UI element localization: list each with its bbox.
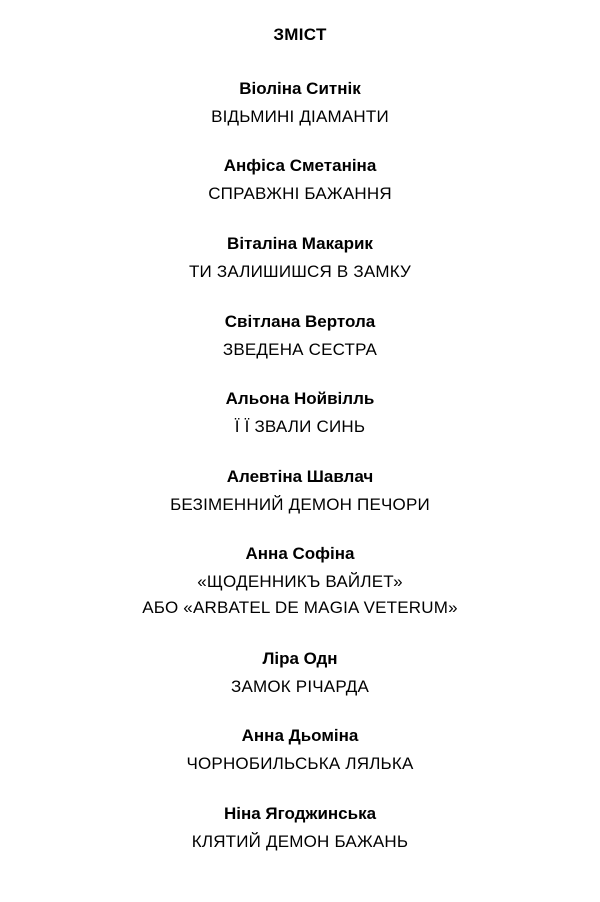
entry-title [0, 414, 600, 440]
entry-author: Альона Нойвілль [225, 389, 375, 408]
entry-title-line: АБО «ARBATEL DE MAGIA VETERUM» [142, 598, 458, 617]
entry-author: Віоліна Ситнік [239, 79, 361, 98]
entry-title-line: ЗАМОК РІЧАРДА [230, 677, 369, 696]
toc-title: ЗМІСТ [273, 25, 327, 44]
entry-title [0, 337, 600, 363]
toc-entry-4 [0, 311, 600, 363]
entry-title-line: ВІДЬМИНІ ДІАМАНТИ [211, 107, 389, 126]
entry-title-line: КЛЯТИЙ ДЕМОН БАЖАНЬ [191, 832, 409, 851]
toc-entry-1 [0, 78, 600, 130]
toc-entry-9 [0, 725, 600, 777]
entry-title [0, 181, 600, 207]
entry-title-line: «ЩОДЕННИКЪ ВАЙЛЕТ» [197, 572, 403, 591]
entry-title [0, 674, 600, 700]
entry-author: Анна Софіна [245, 544, 355, 563]
entry-title [0, 829, 600, 855]
toc-entry-10 [0, 803, 600, 855]
toc-entry-2 [0, 155, 600, 207]
entry-title-line: БЕЗІМЕННИЙ ДЕМОН ПЕЧОРИ [170, 495, 430, 514]
entry-author: Віталіна Макарик [227, 234, 373, 253]
toc-entry-6 [0, 466, 600, 518]
entry-title-line: ЧОРНОБИЛЬСЬКА ЛЯЛЬКА [186, 754, 414, 773]
entry-author: Алевтіна Шавлач [226, 467, 374, 486]
entry-title-line: Ї Ї ЗВАЛИ СИНЬ [234, 417, 366, 436]
entry-title [0, 751, 600, 777]
entry-title-line: СПРАВЖНІ БАЖАННЯ [208, 184, 392, 203]
entry-title [0, 492, 600, 518]
toc-entry-8 [0, 648, 600, 700]
entry-title [0, 104, 600, 130]
toc-entry-3 [0, 233, 600, 285]
entry-title [0, 569, 600, 621]
toc-entry-7 [0, 543, 600, 621]
entry-title [0, 259, 600, 285]
entry-author: Світлана Вертола [224, 312, 376, 331]
entry-author: Анна Дьоміна [241, 726, 359, 745]
entry-title-line: ЗВЕДЕНА СЕСТРА [222, 340, 378, 359]
entry-title-line: ТИ ЗАЛИШИШСЯ В ЗАМКУ [188, 262, 412, 281]
entry-author: Ніна Ягоджинська [223, 804, 377, 823]
entry-author: Анфіса Сметаніна [223, 156, 377, 175]
toc-entry-5 [0, 388, 600, 440]
entry-author: Ліра Одн [262, 649, 338, 668]
